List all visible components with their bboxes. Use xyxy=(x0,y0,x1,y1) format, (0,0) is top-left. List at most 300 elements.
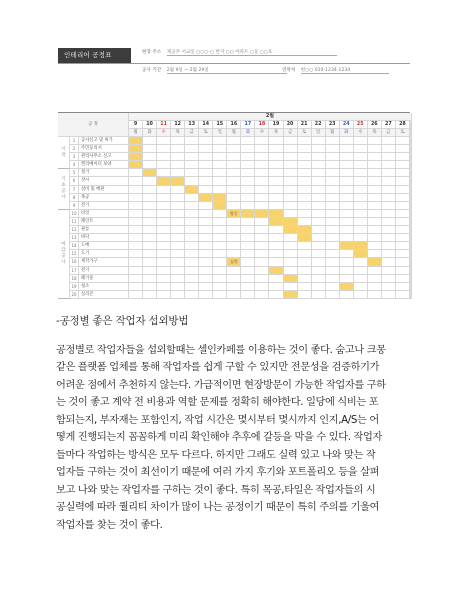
schedule-cell xyxy=(354,153,368,161)
schedule-cell xyxy=(298,258,312,266)
schedule-cell xyxy=(298,202,312,210)
schedule-bar-cell xyxy=(340,283,354,291)
period-label: 공사 기간 xyxy=(142,68,162,73)
schedule-cell xyxy=(298,186,312,194)
schedule-cell xyxy=(354,210,368,218)
schedule-cell xyxy=(396,210,410,218)
schedule-cell xyxy=(199,137,213,145)
category-label: 기초공사 xyxy=(58,169,70,209)
task-name: 관리사무소 신고 xyxy=(79,153,129,161)
day-number: 18 xyxy=(255,121,269,129)
schedule-cell xyxy=(241,242,255,250)
schedule-cell xyxy=(227,169,241,177)
schedule-bar-cell xyxy=(129,137,143,145)
day-number: 12 xyxy=(171,121,185,129)
schedule-cell xyxy=(171,202,185,210)
schedule-cell xyxy=(171,267,185,275)
schedule-cell xyxy=(326,210,340,218)
schedule-cell xyxy=(312,137,326,145)
schedule-cell xyxy=(269,250,283,258)
schedule-cell xyxy=(354,177,368,185)
schedule-cell xyxy=(396,153,410,161)
schedule-cell xyxy=(312,177,326,185)
day-number: 17 xyxy=(241,121,255,129)
schedule-cell xyxy=(185,137,199,145)
schedule-cell xyxy=(284,210,298,218)
schedule-cell xyxy=(143,177,157,185)
schedule-cell xyxy=(312,153,326,161)
schedule-cell xyxy=(396,218,410,226)
weekday: 화 xyxy=(241,129,255,137)
task-number: 18 xyxy=(70,275,79,283)
schedule-cell xyxy=(340,226,354,234)
task-number: 12 xyxy=(70,226,79,234)
day-number: 26 xyxy=(368,121,382,129)
site-address-label: 현장 주소 xyxy=(142,50,162,55)
schedule-cell xyxy=(241,161,255,169)
schedule-cell xyxy=(255,145,269,153)
day-number: 9 xyxy=(129,121,143,129)
schedule-cell xyxy=(199,258,213,266)
schedule-cell xyxy=(354,194,368,202)
task-number: 19 xyxy=(70,283,79,291)
weekday: 일 xyxy=(312,129,326,137)
schedule-cell xyxy=(269,186,283,194)
schedule-cell xyxy=(227,145,241,153)
day-number: 22 xyxy=(312,121,326,129)
schedule-bar-cell: 실측 xyxy=(227,258,241,266)
schedule-cell xyxy=(368,267,382,275)
schedule-cell xyxy=(227,283,241,291)
schedule-cell xyxy=(284,177,298,185)
schedule-cell xyxy=(213,186,227,194)
schedule-cell xyxy=(255,267,269,275)
article-line: 공실력에 따라 퀄리티 차이가 많이 나는 공정이기 때문이 특히 주의를 기울여 xyxy=(56,502,380,514)
schedule-cell xyxy=(171,242,185,250)
schedule-cell xyxy=(185,234,199,242)
schedule-cell xyxy=(129,250,143,258)
article-body xyxy=(56,342,422,534)
schedule-cell xyxy=(241,275,255,283)
schedule-cell xyxy=(129,258,143,266)
schedule-cell xyxy=(199,161,213,169)
schedule-cell xyxy=(199,186,213,194)
task-name: 주민동의서 xyxy=(79,145,129,153)
task-name: 전기 xyxy=(79,267,129,275)
schedule-cell xyxy=(241,194,255,202)
article-line: 작업자를 찾는 것이 좋다. xyxy=(56,519,163,531)
schedule-cell xyxy=(185,169,199,177)
schedule-cell xyxy=(171,283,185,291)
schedule-cell xyxy=(129,218,143,226)
schedule-cell xyxy=(199,153,213,161)
weekday: 목 xyxy=(368,129,382,137)
schedule-cell xyxy=(241,234,255,242)
schedule-cell xyxy=(199,250,213,258)
schedule-cell xyxy=(284,250,298,258)
task-name: 공사신고 및 허가 xyxy=(79,137,129,145)
schedule-cell xyxy=(326,267,340,275)
schedule-cell xyxy=(269,275,283,283)
schedule-cell xyxy=(185,267,199,275)
category-label: 시작 xyxy=(58,137,70,169)
category-label: 마감공사 xyxy=(58,210,70,299)
schedule-cell xyxy=(171,275,185,283)
schedule-cell xyxy=(171,169,185,177)
weekday: 수 xyxy=(255,129,269,137)
schedule-cell xyxy=(213,283,227,291)
schedule-cell xyxy=(185,218,199,226)
schedule-bar-cell xyxy=(129,161,143,169)
schedule-cell xyxy=(241,258,255,266)
schedule-cell xyxy=(411,137,412,145)
schedule-cell xyxy=(312,194,326,202)
schedule-cell xyxy=(143,275,157,283)
schedule-cell xyxy=(312,161,326,169)
schedule-cell xyxy=(157,137,171,145)
schedule-bar-cell xyxy=(298,234,312,242)
schedule-cell xyxy=(382,258,396,266)
schedule-cell xyxy=(269,194,283,202)
schedule-cell xyxy=(241,177,255,185)
schedule-bar-cell xyxy=(284,226,298,234)
schedule-cell xyxy=(396,194,410,202)
schedule-bar-cell xyxy=(269,218,283,226)
schedule-cell xyxy=(199,226,213,234)
schedule-cell xyxy=(368,291,382,299)
schedule-bar-cell xyxy=(143,169,157,177)
schedule-cell xyxy=(171,210,185,218)
schedule-cell xyxy=(368,275,382,283)
schedule-cell xyxy=(284,186,298,194)
schedule-cell xyxy=(411,218,412,226)
title-rule xyxy=(58,63,410,64)
schedule-cell xyxy=(368,161,382,169)
schedule-cell xyxy=(255,234,269,242)
schedule-cell xyxy=(340,202,354,210)
schedule-cell xyxy=(284,194,298,202)
schedule-cell xyxy=(396,145,410,153)
schedule-cell xyxy=(185,242,199,250)
schedule-cell xyxy=(396,161,410,169)
schedule-cell xyxy=(354,161,368,169)
schedule-cell xyxy=(143,283,157,291)
article-line: 업자들 구하는 것이 최선이기 때문에 여러 가지 후기와 포트폴리오 등을 살펴 xyxy=(56,467,380,479)
schedule-cell xyxy=(368,210,382,218)
schedule-cell xyxy=(213,291,227,299)
schedule-cell xyxy=(129,194,143,202)
schedule-cell xyxy=(269,161,283,169)
schedule-cell xyxy=(213,145,227,153)
schedule-cell xyxy=(284,137,298,145)
task-number: 4 xyxy=(70,161,79,169)
schedule-cell xyxy=(143,137,157,145)
schedule-cell xyxy=(269,177,283,185)
contact-label: 연락처 xyxy=(282,68,296,73)
schedule-cell xyxy=(382,283,396,291)
schedule-cell xyxy=(312,145,326,153)
schedule-cell xyxy=(227,177,241,185)
schedule-cell xyxy=(382,194,396,202)
weekday: 토 xyxy=(199,129,213,137)
schedule-cell xyxy=(227,137,241,145)
schedule-cell xyxy=(368,137,382,145)
schedule-cell xyxy=(340,194,354,202)
contact-value: 현○○ 010-1234-1234 xyxy=(301,67,389,74)
schedule-cell xyxy=(241,169,255,177)
schedule-cell xyxy=(382,153,396,161)
schedule-cell xyxy=(340,258,354,266)
schedule-cell xyxy=(312,242,326,250)
schedule-cell xyxy=(354,169,368,177)
schedule-cell xyxy=(185,283,199,291)
weekday: 일 xyxy=(213,129,227,137)
schedule-bar-cell xyxy=(185,186,199,194)
schedule-cell xyxy=(227,186,241,194)
day-number: 25 xyxy=(354,121,368,129)
schedule-cell xyxy=(199,210,213,218)
schedule-cell xyxy=(129,186,143,194)
schedule-cell xyxy=(185,275,199,283)
schedule-cell xyxy=(340,234,354,242)
day-number: 20 xyxy=(284,121,298,129)
schedule-bar-cell xyxy=(284,218,298,226)
task-name: 페인트 xyxy=(79,218,129,226)
schedule-cell xyxy=(269,153,283,161)
schedule-cell xyxy=(411,283,412,291)
schedule-cell xyxy=(298,242,312,250)
weekday: 목 xyxy=(269,129,283,137)
task-name: 필름 xyxy=(79,226,129,234)
schedule-cell xyxy=(241,153,255,161)
schedule-cell xyxy=(411,169,412,177)
schedule-cell xyxy=(382,267,396,275)
schedule-cell xyxy=(340,177,354,185)
schedule-cell xyxy=(298,177,312,185)
schedule-cell xyxy=(368,250,382,258)
schedule-cell xyxy=(255,291,269,299)
schedule-cell xyxy=(241,137,255,145)
schedule-cell xyxy=(213,258,227,266)
schedule-cell xyxy=(298,169,312,177)
schedule-cell xyxy=(354,218,368,226)
task-name: 엘리베이터 보양 xyxy=(79,161,129,169)
schedule-bar-cell xyxy=(171,177,185,185)
schedule-cell xyxy=(340,169,354,177)
schedule-cell xyxy=(129,234,143,242)
task-number: 5 xyxy=(70,169,79,177)
schedule-cell xyxy=(312,234,326,242)
schedule-cell xyxy=(396,258,410,266)
schedule-cell xyxy=(213,161,227,169)
article-line: 같은 플랫폼 업체를 통해 작업자를 쉽게 구할 수 있지만 전문성을 검증하기가 xyxy=(56,362,380,374)
schedule-cell xyxy=(312,169,326,177)
schedule-cell xyxy=(269,291,283,299)
schedule-cell xyxy=(213,137,227,145)
schedule-cell xyxy=(382,202,396,210)
schedule-cell xyxy=(326,186,340,194)
schedule-cell xyxy=(340,267,354,275)
schedule-cell xyxy=(382,250,396,258)
schedule-cell xyxy=(382,218,396,226)
schedule-cell xyxy=(368,169,382,177)
schedule-cell xyxy=(269,202,283,210)
schedule-cell xyxy=(340,218,354,226)
schedule-bar-cell xyxy=(129,153,143,161)
schedule-cell xyxy=(157,250,171,258)
schedule-cell xyxy=(411,258,412,266)
schedule-cell xyxy=(241,202,255,210)
schedule-cell xyxy=(284,267,298,275)
schedule-cell xyxy=(213,250,227,258)
schedule-cell xyxy=(396,291,410,299)
schedule-cell xyxy=(255,283,269,291)
schedule-cell xyxy=(143,226,157,234)
schedule-cell xyxy=(326,242,340,250)
schedule-cell xyxy=(255,161,269,169)
schedule-cell xyxy=(269,234,283,242)
schedule-cell xyxy=(227,161,241,169)
schedule-title: 인테리어 공정표 xyxy=(58,48,131,63)
schedule-cell xyxy=(382,137,396,145)
schedule-cell xyxy=(284,161,298,169)
day-number: 21 xyxy=(298,121,312,129)
task-name: 타일 xyxy=(79,210,129,218)
schedule-cell xyxy=(241,218,255,226)
weekday: 금 xyxy=(284,129,298,137)
schedule-cell xyxy=(227,218,241,226)
schedule-cell xyxy=(213,177,227,185)
schedule-cell xyxy=(354,291,368,299)
schedule-cell xyxy=(241,267,255,275)
article-line: 어려운 점에서 추천하지 않는다. 가급적이면 현장방문이 가능한 작업자를 구하 xyxy=(56,379,386,391)
schedule-cell xyxy=(354,258,368,266)
article-line: 보고 나와 맞는 작업자를 구하는 것이 좋다. 특히 목공,타일은 작업자들의 시 xyxy=(56,484,376,496)
weekday: 월 xyxy=(227,129,241,137)
schedule-cell xyxy=(298,218,312,226)
schedule-cell xyxy=(312,250,326,258)
schedule-cell xyxy=(396,234,410,242)
schedule-cell xyxy=(298,194,312,202)
schedule-cell xyxy=(157,234,171,242)
schedule-cell xyxy=(354,267,368,275)
schedule-cell xyxy=(312,218,326,226)
schedule-cell xyxy=(143,234,157,242)
schedule-cell xyxy=(171,234,185,242)
schedule-cell xyxy=(396,177,410,185)
schedule-cell xyxy=(340,210,354,218)
schedule-cell xyxy=(171,258,185,266)
task-number: 1 xyxy=(70,137,79,145)
schedule-cell xyxy=(255,250,269,258)
schedule-cell xyxy=(143,218,157,226)
schedule-cell xyxy=(312,226,326,234)
schedule-cell xyxy=(396,267,410,275)
day-number: 13 xyxy=(185,121,199,129)
schedule-cell xyxy=(298,137,312,145)
schedule-cell xyxy=(411,275,412,283)
schedule-cell xyxy=(396,186,410,194)
weekday xyxy=(411,129,412,137)
schedule-bar-cell xyxy=(354,242,368,250)
schedule-cell xyxy=(255,177,269,185)
schedule-cell xyxy=(157,283,171,291)
schedule-cell xyxy=(382,177,396,185)
schedule-cell xyxy=(326,291,340,299)
schedule-cell xyxy=(269,169,283,177)
schedule-cell xyxy=(284,234,298,242)
task-number: 9 xyxy=(70,202,79,210)
schedule-cell xyxy=(340,250,354,258)
schedule-cell xyxy=(171,153,185,161)
schedule-bar-cell xyxy=(368,258,382,266)
article-line: 는 것이 좋고 계약 전 비용과 역할 문제를 정확히 해야한다. 일당에 식비는 포 xyxy=(56,397,379,409)
schedule-cell xyxy=(298,161,312,169)
task-name: 실리콘 xyxy=(79,291,129,299)
schedule-cell xyxy=(129,291,143,299)
schedule-cell xyxy=(129,275,143,283)
schedule-cell xyxy=(157,202,171,210)
schedule-cell xyxy=(227,242,241,250)
article-line: 들마다 작업하는 방식은 모두 다르다. 하지만 그래도 실력 있고 나와 맞는 작 xyxy=(56,449,376,461)
schedule-bar-cell xyxy=(269,210,283,218)
schedule-cell xyxy=(396,250,410,258)
schedule-cell xyxy=(382,210,396,218)
schedule-cell xyxy=(213,226,227,234)
schedule-cell xyxy=(411,202,412,210)
schedule-cell xyxy=(411,161,412,169)
schedule-cell xyxy=(382,291,396,299)
schedule-cell xyxy=(326,153,340,161)
schedule-cell xyxy=(368,242,382,250)
schedule-cell xyxy=(298,275,312,283)
schedule-cell xyxy=(411,267,412,275)
schedule-cell xyxy=(241,291,255,299)
schedule-cell xyxy=(312,283,326,291)
schedule-cell xyxy=(255,153,269,161)
day-number xyxy=(411,121,412,129)
schedule-cell xyxy=(284,242,298,250)
schedule-cell xyxy=(312,258,326,266)
schedule-cell xyxy=(411,226,412,234)
schedule-cell xyxy=(354,275,368,283)
schedule-cell xyxy=(284,258,298,266)
schedule-cell xyxy=(298,267,312,275)
schedule-cell xyxy=(185,258,199,266)
day-number: 15 xyxy=(213,121,227,129)
schedule-cell xyxy=(185,250,199,258)
schedule-cell xyxy=(157,258,171,266)
schedule-cell xyxy=(185,202,199,210)
schedule-cell xyxy=(396,226,410,234)
weekday: 금 xyxy=(382,129,396,137)
schedule-bar-cell xyxy=(129,145,143,153)
schedule-cell xyxy=(143,145,157,153)
schedule-cell xyxy=(241,145,255,153)
day-number: 11 xyxy=(157,121,171,129)
day-number: 19 xyxy=(269,121,283,129)
weekday: 토 xyxy=(298,129,312,137)
schedule-cell xyxy=(354,137,368,145)
schedule-cell xyxy=(298,145,312,153)
schedule-cell xyxy=(143,153,157,161)
schedule-cell xyxy=(326,169,340,177)
schedule-cell xyxy=(382,234,396,242)
day-number: 27 xyxy=(382,121,396,129)
schedule-cell xyxy=(396,202,410,210)
schedule-cell xyxy=(129,226,143,234)
schedule-cell xyxy=(129,177,143,185)
